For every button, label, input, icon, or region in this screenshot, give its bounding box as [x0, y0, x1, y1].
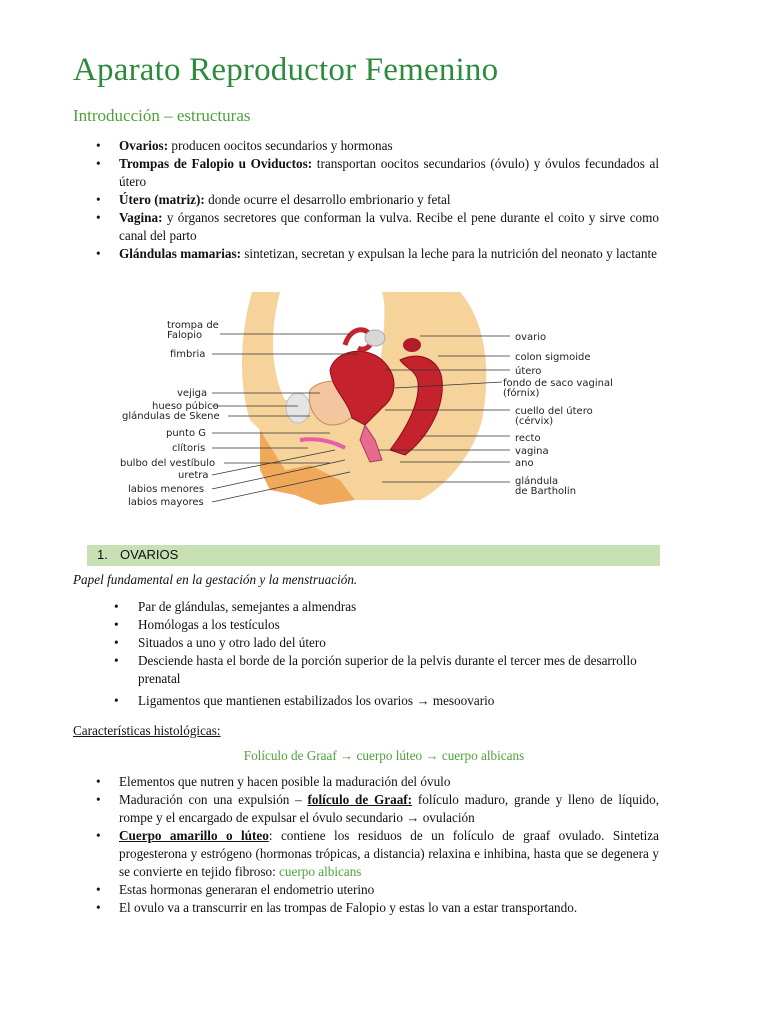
anatomy-diagram	[120, 290, 640, 515]
label-fornix: (fórnix)	[503, 388, 540, 399]
list-item: • Vagina: y órganos secretores que conforman la vulva. Recibe el pene durante el coito y sirve como canal del parto	[96, 210, 659, 243]
ovary	[403, 338, 421, 352]
bullet-icon: •	[96, 138, 101, 153]
label-vagina: vagina	[515, 446, 549, 457]
label-fimbria: fimbria	[170, 349, 206, 360]
label-fondo-saco: fondo de saco vaginal	[503, 378, 613, 389]
list-item: • Ovarios: producen oocitos secundarios y hormonas	[96, 138, 393, 153]
histology-sequence: Folículo de Graaf → cuerpo lúteo → cuerpo albicans	[243, 748, 525, 763]
label-uretra: uretra	[178, 470, 209, 481]
label-cuello-utero: cuello del útero	[515, 406, 593, 417]
label-falopio: Falopio	[167, 330, 203, 341]
bullet-icon: •	[114, 653, 119, 668]
list-item: • Glándulas mamarias: sintetizan, secretan y expulsan la leche para la nutrición del neonato y lactante	[96, 246, 657, 261]
label-glandulas-skene: glándulas de Skene	[122, 411, 220, 422]
pubic-bone	[286, 393, 310, 423]
bullet-icon: •	[114, 599, 119, 614]
label-labios-menores: labios menores	[128, 484, 205, 495]
label-glandula: glándula	[515, 476, 559, 487]
section-header-ovarios	[87, 545, 660, 566]
label-vejiga: vejiga	[177, 388, 208, 399]
bullet-icon: •	[96, 900, 101, 915]
bullet-icon: •	[114, 617, 119, 632]
list-item: • Desciende hasta el borde de la porción superior de la pelvis durante el tercer mes de desarrollo prenatal	[114, 653, 637, 686]
histology-heading: Características histológicas:	[73, 723, 221, 738]
bullet-icon: •	[96, 774, 101, 789]
label-hueso-pubico: hueso púbico	[152, 401, 219, 412]
list-item: • El ovulo va a transcurrir en las trompas de Falopio y estas lo van a estar transportando.	[96, 900, 578, 915]
list-item: • Trompas de Falopio u Oviductos: transportan oocitos secundarios (óvulo) y óvulos fecundados al útero	[96, 156, 659, 189]
ovary-ligament	[365, 330, 385, 346]
section-subtitle: Introducción – estructuras	[73, 106, 251, 125]
bullet-icon: •	[114, 635, 119, 650]
list-item: • Útero (matriz): donde ocurre el desarrollo embrionario y fetal	[96, 192, 451, 207]
list-item: • Homólogas a los testículos	[114, 617, 280, 632]
label-labios-mayores: labios mayores	[128, 497, 204, 508]
label-bartholin: de Bartholin	[515, 486, 577, 497]
list-item: • Maduración con una expulsión – folículo de Graaf: folículo maduro, grande y lleno de líquido, rompe y el encargado de expulsar el óvulo secundario → ovulación	[96, 792, 659, 825]
intro-list	[96, 137, 659, 263]
section-number: 1.	[97, 547, 108, 562]
bullet-icon: •	[96, 210, 101, 225]
ovary-list	[114, 598, 660, 710]
page-title: Aparato Reproductor Femenino	[73, 52, 499, 88]
label-utero: útero	[515, 366, 542, 377]
list-item: • Elementos que nutren y hacen posible la maduración del óvulo	[96, 774, 451, 789]
bullet-icon: •	[96, 246, 101, 261]
bullet-icon: •	[96, 882, 101, 897]
list-item: • Cuerpo amarillo o lúteo: contiene los residuos de un folículo de graaf ovulado. Sintetiza progesterona y estrógeno (hormonas trópicas, a distancia) relaxina e inhibina, hasta que se degenera y se convierte en tejido fibroso: cuerpo albicans	[96, 828, 659, 879]
label-trompa: trompa de	[167, 320, 219, 331]
label-ano: ano	[515, 458, 534, 469]
label-ovario: ovario	[515, 332, 547, 343]
label-cervix: (cérvix)	[515, 416, 554, 427]
section-intro: Papel fundamental en la gestación y la menstruación.	[73, 572, 358, 587]
label-clitoris: clítoris	[172, 443, 206, 454]
bullet-icon: •	[114, 693, 119, 708]
histology-list	[96, 773, 659, 917]
label-punto-g: punto G	[166, 428, 206, 439]
label-colon-sigmoide: colon sigmoide	[515, 352, 591, 363]
list-item: • Situados a uno y otro lado del útero	[114, 635, 326, 650]
list-item: • Par de glándulas, semejantes a almendras	[114, 599, 357, 614]
bullet-icon: •	[96, 828, 101, 843]
bullet-icon: •	[96, 192, 101, 207]
label-recto: recto	[515, 433, 541, 444]
bullet-icon: •	[96, 156, 101, 171]
section-title: OVARIOS	[120, 547, 179, 562]
list-item: • Ligamentos que mantienen estabilizados los ovarios → mesoovario	[114, 693, 495, 708]
list-item: • Estas hormonas generaran el endometrio uterino	[96, 882, 375, 897]
label-bulbo-vestibulo: bulbo del vestíbulo	[120, 458, 216, 469]
bullet-icon: •	[96, 792, 101, 807]
